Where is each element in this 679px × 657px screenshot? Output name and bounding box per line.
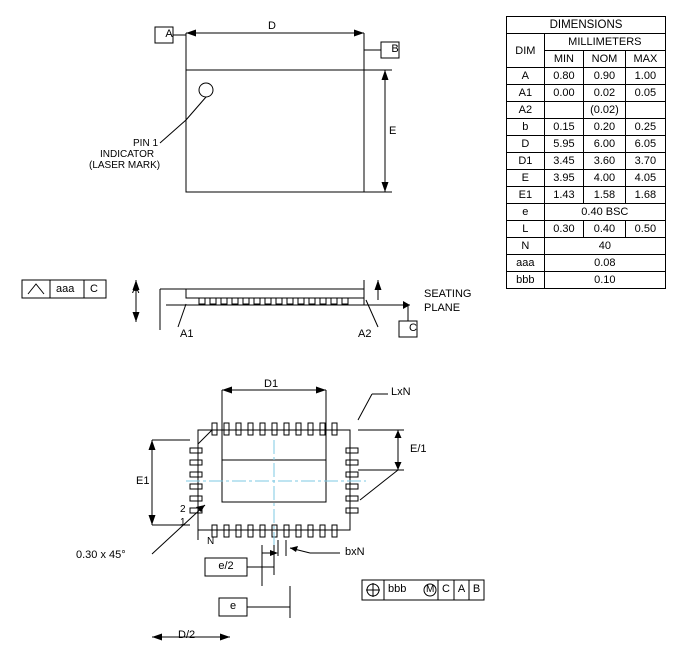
cell-min: 0.00 xyxy=(544,85,583,102)
fcf-tol-label: bbb xyxy=(388,583,407,595)
cell-min: 3.95 xyxy=(544,170,583,187)
table-row xyxy=(507,102,666,119)
dim-lxn-leader xyxy=(358,394,372,420)
cell-dim: A xyxy=(507,68,545,85)
table-row xyxy=(507,136,666,153)
cell-dim: b xyxy=(507,119,545,136)
pin1-note-line2: INDICATOR xyxy=(100,149,155,160)
table-row xyxy=(507,170,666,187)
cell-dim: bbb xyxy=(507,272,545,289)
cell-dim: D xyxy=(507,136,545,153)
table-dim-header: DIM xyxy=(507,34,545,68)
cell-nom: 6.00 xyxy=(584,136,626,153)
cell-min: 5.95 xyxy=(544,136,583,153)
table-row xyxy=(507,85,666,102)
cell-max: 4.05 xyxy=(625,170,665,187)
cell-max: 0.50 xyxy=(625,221,665,238)
flatness-sym-label: aaa xyxy=(56,283,75,295)
pin1-note-line3: (LASER MARK) xyxy=(89,160,161,171)
cell-span: 40 xyxy=(544,238,665,255)
cell-max: 1.00 xyxy=(625,68,665,85)
pin1-note-line1: PIN 1 xyxy=(133,138,159,149)
cell-dim: A2 xyxy=(507,102,545,119)
cell-max xyxy=(625,102,665,119)
dim-d-label: D xyxy=(268,20,276,32)
cell-dim: D1 xyxy=(507,153,545,170)
seating-plane-line1: SEATING xyxy=(424,288,472,300)
cell-span: 0.10 xyxy=(544,272,665,289)
cell-nom: 0.02 xyxy=(584,85,626,102)
chamfer-label: 0.30 x 45° xyxy=(76,549,126,561)
dim-d1-label: D1 xyxy=(264,378,279,390)
cell-min xyxy=(544,102,583,119)
side-view-body xyxy=(186,289,364,298)
table-row xyxy=(507,221,666,238)
cell-nom: 0.90 xyxy=(584,68,626,85)
fcf-modifier-label: M xyxy=(426,584,435,595)
cell-nom: 0.20 xyxy=(584,119,626,136)
dim-a1-label: A1 xyxy=(180,328,194,340)
bottom-view-terminals-top xyxy=(212,423,337,435)
dim-a-label-side: A xyxy=(132,284,140,296)
dim-e-half-label: e/2 xyxy=(218,560,234,572)
dim-a1-leader xyxy=(178,304,186,327)
cell-dim: A1 xyxy=(507,85,545,102)
cell-span: 0.40 BSC xyxy=(544,204,665,221)
col-min: MIN xyxy=(544,51,583,68)
fcf-datum-a-label: A xyxy=(457,583,466,595)
table-row xyxy=(507,187,666,204)
table-units-row xyxy=(507,34,666,51)
cell-max: 3.70 xyxy=(625,153,665,170)
datum-a-label: A xyxy=(165,28,173,40)
cell-nom: 3.60 xyxy=(584,153,626,170)
cell-nom: 1.58 xyxy=(584,187,626,204)
seating-plane-line2: PLANE xyxy=(424,302,461,314)
pin-1-label: 1 xyxy=(180,517,186,528)
table-row xyxy=(507,255,666,272)
dim-lxn-label: LxN xyxy=(391,386,411,398)
cell-dim: N xyxy=(507,238,545,255)
pin-n-label: N xyxy=(207,536,215,547)
col-nom: NOM xyxy=(584,51,626,68)
cell-max: 0.05 xyxy=(625,85,665,102)
table-row xyxy=(507,153,666,170)
cell-max: 6.05 xyxy=(625,136,665,153)
side-view-terminals xyxy=(199,298,348,304)
table-title: DIMENSIONS xyxy=(507,17,666,34)
pin1-indicator-circle xyxy=(199,83,213,97)
cell-min: 3.45 xyxy=(544,153,583,170)
fcf-datum-c-label: C xyxy=(442,583,450,595)
datum-b-label: B xyxy=(391,43,399,55)
flatness-datum-label: C xyxy=(90,283,98,295)
cell-nom: 0.40 xyxy=(584,221,626,238)
table-row xyxy=(507,204,666,221)
cell-min: 0.80 xyxy=(544,68,583,85)
cell-dim: L xyxy=(507,221,545,238)
cell-dim: aaa xyxy=(507,255,545,272)
table-row xyxy=(507,238,666,255)
dim-a2-label: A2 xyxy=(358,328,372,340)
cell-nom: 4.00 xyxy=(584,170,626,187)
dim-a2-leader xyxy=(366,300,378,327)
table-units: MILLIMETERS xyxy=(544,34,665,51)
dimensions-table xyxy=(506,16,666,289)
dim-d-half-label: D/2 xyxy=(178,629,196,641)
dim-bxn-label: bxN xyxy=(345,546,365,558)
table-row xyxy=(507,119,666,136)
pin-2-label: 2 xyxy=(180,504,186,515)
table-row xyxy=(507,272,666,289)
cell-dim: E xyxy=(507,170,545,187)
dim-e1-label: E1 xyxy=(136,475,150,487)
cell-max: 1.68 xyxy=(625,187,665,204)
cell-dim: E1 xyxy=(507,187,545,204)
cell-max: 0.25 xyxy=(625,119,665,136)
dim-e-label: E xyxy=(389,125,397,137)
cell-span: 0.08 xyxy=(544,255,665,272)
dim-e1-over-1-label: E/1 xyxy=(410,443,427,455)
datum-c-label: C xyxy=(409,322,417,334)
fcf-datum-b-label: B xyxy=(472,583,481,595)
cell-min: 1.43 xyxy=(544,187,583,204)
cell-dim: e xyxy=(507,204,545,221)
dim-e-label-bottom: e xyxy=(229,600,237,612)
chamfer-leader xyxy=(152,505,205,554)
table-row xyxy=(507,68,666,85)
cell-nom: (0.02) xyxy=(584,102,626,119)
col-max: MAX xyxy=(625,51,665,68)
cell-min: 0.15 xyxy=(544,119,583,136)
cell-min: 0.30 xyxy=(544,221,583,238)
table-title-row xyxy=(507,17,666,34)
